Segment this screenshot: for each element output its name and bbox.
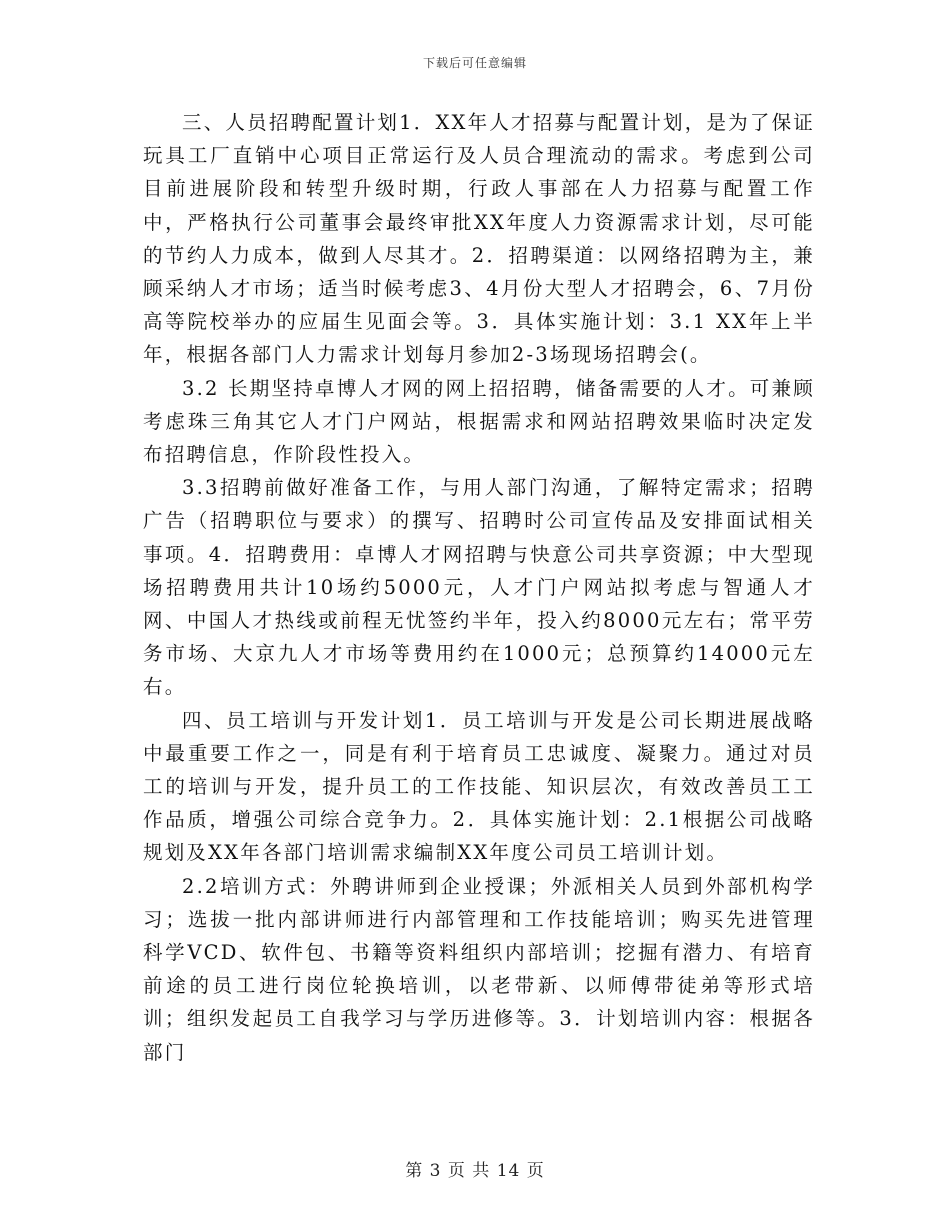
document-body [143, 106, 815, 1069]
paragraph-online-recruitment: 3.2 长期坚持卓博人才网的网上招招聘，储备需要的人才。可兼顾考虑珠三角其它人才门户网站，根据需求和网站招聘效果临时决定发布招聘信息，作阶段性投入。 [143, 376, 815, 467]
paragraph-recruitment-preparation: 3.3招聘前做好准备工作，与用人部门沟通，了解特定需求；招聘广告（招聘职位与要求）的撰写、招聘时公司宣传品及安排面试相关事项。4．招聘费用：卓博人才网招聘与快意公司共享资源；中大型现场招聘费用共计10场约5000元，人才门户网站拟考虑与智通人才网、中国人才热线或前程无忧签约半年，投入约8000元左右；常平劳务市场、大京九人才市场等费用约在1000元；总预算约14000元左右。 [143, 476, 815, 699]
page-header-note: 下载后可任意编辑 [422, 56, 527, 70]
paragraph-recruitment-plan: 三、人员招聘配置计划1．XX年人才招募与配置计划，是为了保证玩具工厂直销中心项目正常运行及人员合理流动的需求。考虑到公司目前进展阶段和转型升级时期，行政人事部在人力招募与配置工作中，严格执行公司董事会最终审批XX年度人力资源需求计划，尽可能的节约人力成本，做到人尽其才。2．招聘渠道：以网络招聘为主，兼顾采纳人才市场；适当时候考虑3、4月份大型人才招聘会，6、7月份高等院校举办的应届生见面会等。3．具体实施计划：3.1 XX年上半年，根据各部门人力需求计划每月参加2-3场现场招聘会(。 [143, 111, 815, 367]
paragraph-training-plan: 四、员工培训与开发计划1．员工培训与开发是公司长期进展战略中最重要工作之一，同是有利于培育员工忠诚度、凝聚力。通过对员工的培训与开发，提升员工的工作技能、知识层次，有效改善员工工作品质，增强公司综合竞争力。2．具体实施计划：2.1根据公司战略规划及XX年各部门培训需求编制XX年度公司员工培训计划。 [143, 708, 815, 865]
page-number: 第 3 页 共 14 页 [405, 1161, 545, 1181]
paragraph-training-methods: 2.2培训方式：外聘讲师到企业授课；外派相关人员到外部机构学习；选拔一批内部讲师进行内部管理和工作技能培训；购买先进管理科学VCD、软件包、书籍等资料组织内部培训；挖掘有潜力、有培育前途的员工进行岗位轮换培训，以老带新、以师傅带徒弟等形式培训；组织发起员工自我学习与学历进修等。3．计划培训内容：根据各部门 [143, 874, 815, 1064]
